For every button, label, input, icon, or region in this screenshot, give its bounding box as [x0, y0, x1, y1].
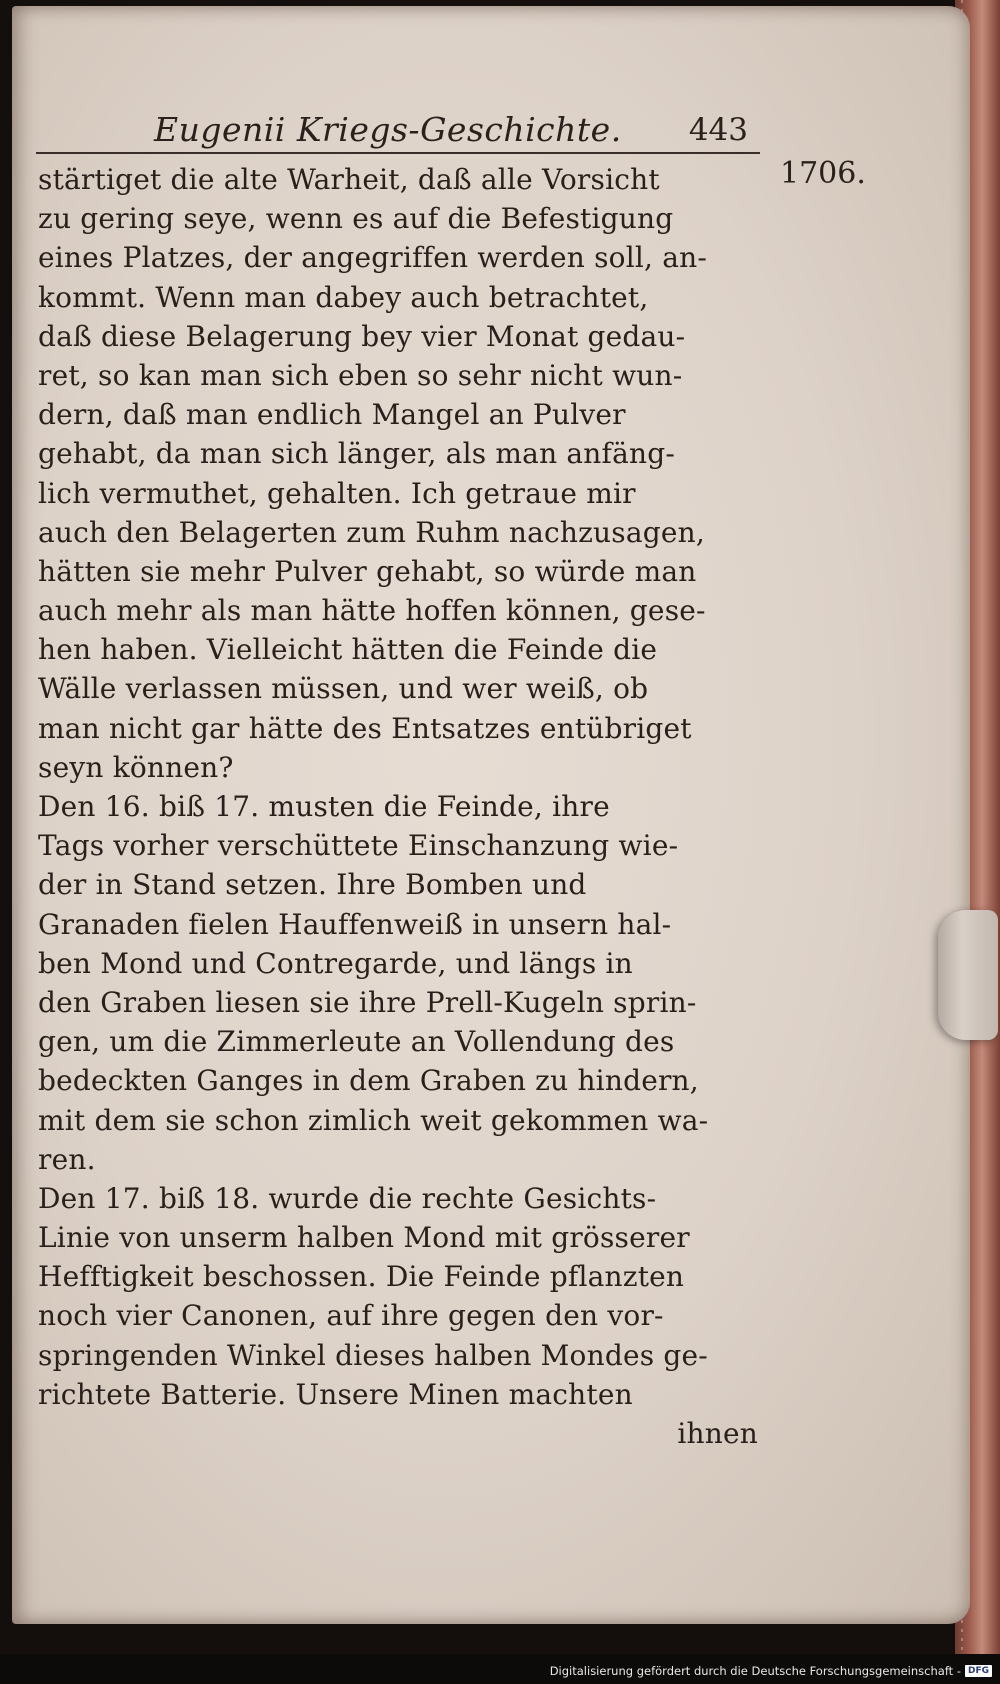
text-line: hätten sie mehr Pulver gehabt, so würde man — [38, 554, 697, 588]
text-line: ren. — [38, 1142, 96, 1176]
page-number: 443 — [688, 112, 748, 148]
text-line: den Graben liesen sie ihre Prell-Kugeln sprin- — [38, 985, 697, 1019]
text-line: lich vermuthet, gehalten. Ich getraue mir — [38, 476, 636, 510]
text-line: Den 16. biß 17. musten die Feinde, ihre — [38, 790, 610, 823]
text-line: zu gering seye, wenn es auf die Befestigung — [38, 202, 674, 236]
text-line: gen, um die Zimmerleute an Vollendung des — [38, 1025, 675, 1059]
text-line: man nicht gar hätte des Entsatzes entübriget — [38, 711, 692, 745]
text-line: hen haben. Vielleicht hätten die Feinde die — [38, 633, 658, 667]
text-line: der in Stand setzen. Ihre Bomben und — [38, 868, 587, 902]
running-head — [36, 108, 760, 154]
text-line: Linie von unserm halben Mond mit grösserer — [38, 1221, 690, 1255]
digitization-credit — [550, 1664, 992, 1678]
dfg-logo: DFG — [965, 1665, 992, 1677]
text-line: Wälle verlassen müssen, und wer weiß, ob — [38, 672, 649, 706]
credit-text: Digitalisierung gefördert durch die Deutsche Forschungsgemeinschaft - — [549, 1664, 961, 1678]
text-line: mit dem sie schon zimlich weit gekommen wa- — [38, 1103, 709, 1137]
text-line: eines Platzes, der angegriffen werden soll, an- — [38, 241, 707, 275]
text-line: richtete Batterie. Unsere Minen machten — [38, 1377, 633, 1411]
text-line: Tags vorher verschüttete Einschanzung wie- — [38, 829, 679, 863]
text-line: Hefftigkeit beschossen. Die Feinde pflanzten — [38, 1260, 685, 1294]
text-line: noch vier Canonen, auf ihre gegen den vor- — [38, 1299, 664, 1333]
text-line: bedeckten Ganges in dem Graben zu hindern, — [38, 1064, 699, 1098]
text-line: auch den Belagerten zum Ruhm nachzusagen, — [38, 515, 705, 549]
text-line: auch mehr als man hätte hoffen können, gese- — [38, 594, 706, 628]
text-line: ret, so kan man sich eben so sehr nicht wun- — [38, 358, 683, 392]
text-line: seyn können? — [38, 750, 234, 784]
text-line: ihnen — [677, 1417, 758, 1450]
text-line: ben Mond und Contregarde, und längs in — [38, 946, 633, 980]
running-head-title: Eugenii Kriegs-Geschichte. — [154, 110, 622, 149]
body-text — [38, 160, 768, 1453]
text-line: kommt. Wenn man dabey auch betrachtet, — [38, 280, 649, 314]
text-line: daß diese Belagerung bey vier Monat gedau- — [38, 319, 686, 353]
text-line: gehabt, da man sich länger, als man anfäng- — [38, 437, 676, 471]
margin-note-year: 1706. — [780, 156, 866, 191]
text-line: Den 17. biß 18. wurde die rechte Gesichts- — [38, 1181, 657, 1215]
text-line: dern, daß man endlich Mangel an Pulver — [38, 398, 626, 432]
page-holder-clip — [938, 910, 998, 1040]
text-line: springenden Winkel dieses halben Mondes ge- — [38, 1338, 708, 1372]
text-line: Granaden fielen Hauffenweiß in unsern hal- — [38, 907, 672, 941]
text-line: stärtiget die alte Warheit, daß alle Vorsicht — [38, 163, 660, 196]
